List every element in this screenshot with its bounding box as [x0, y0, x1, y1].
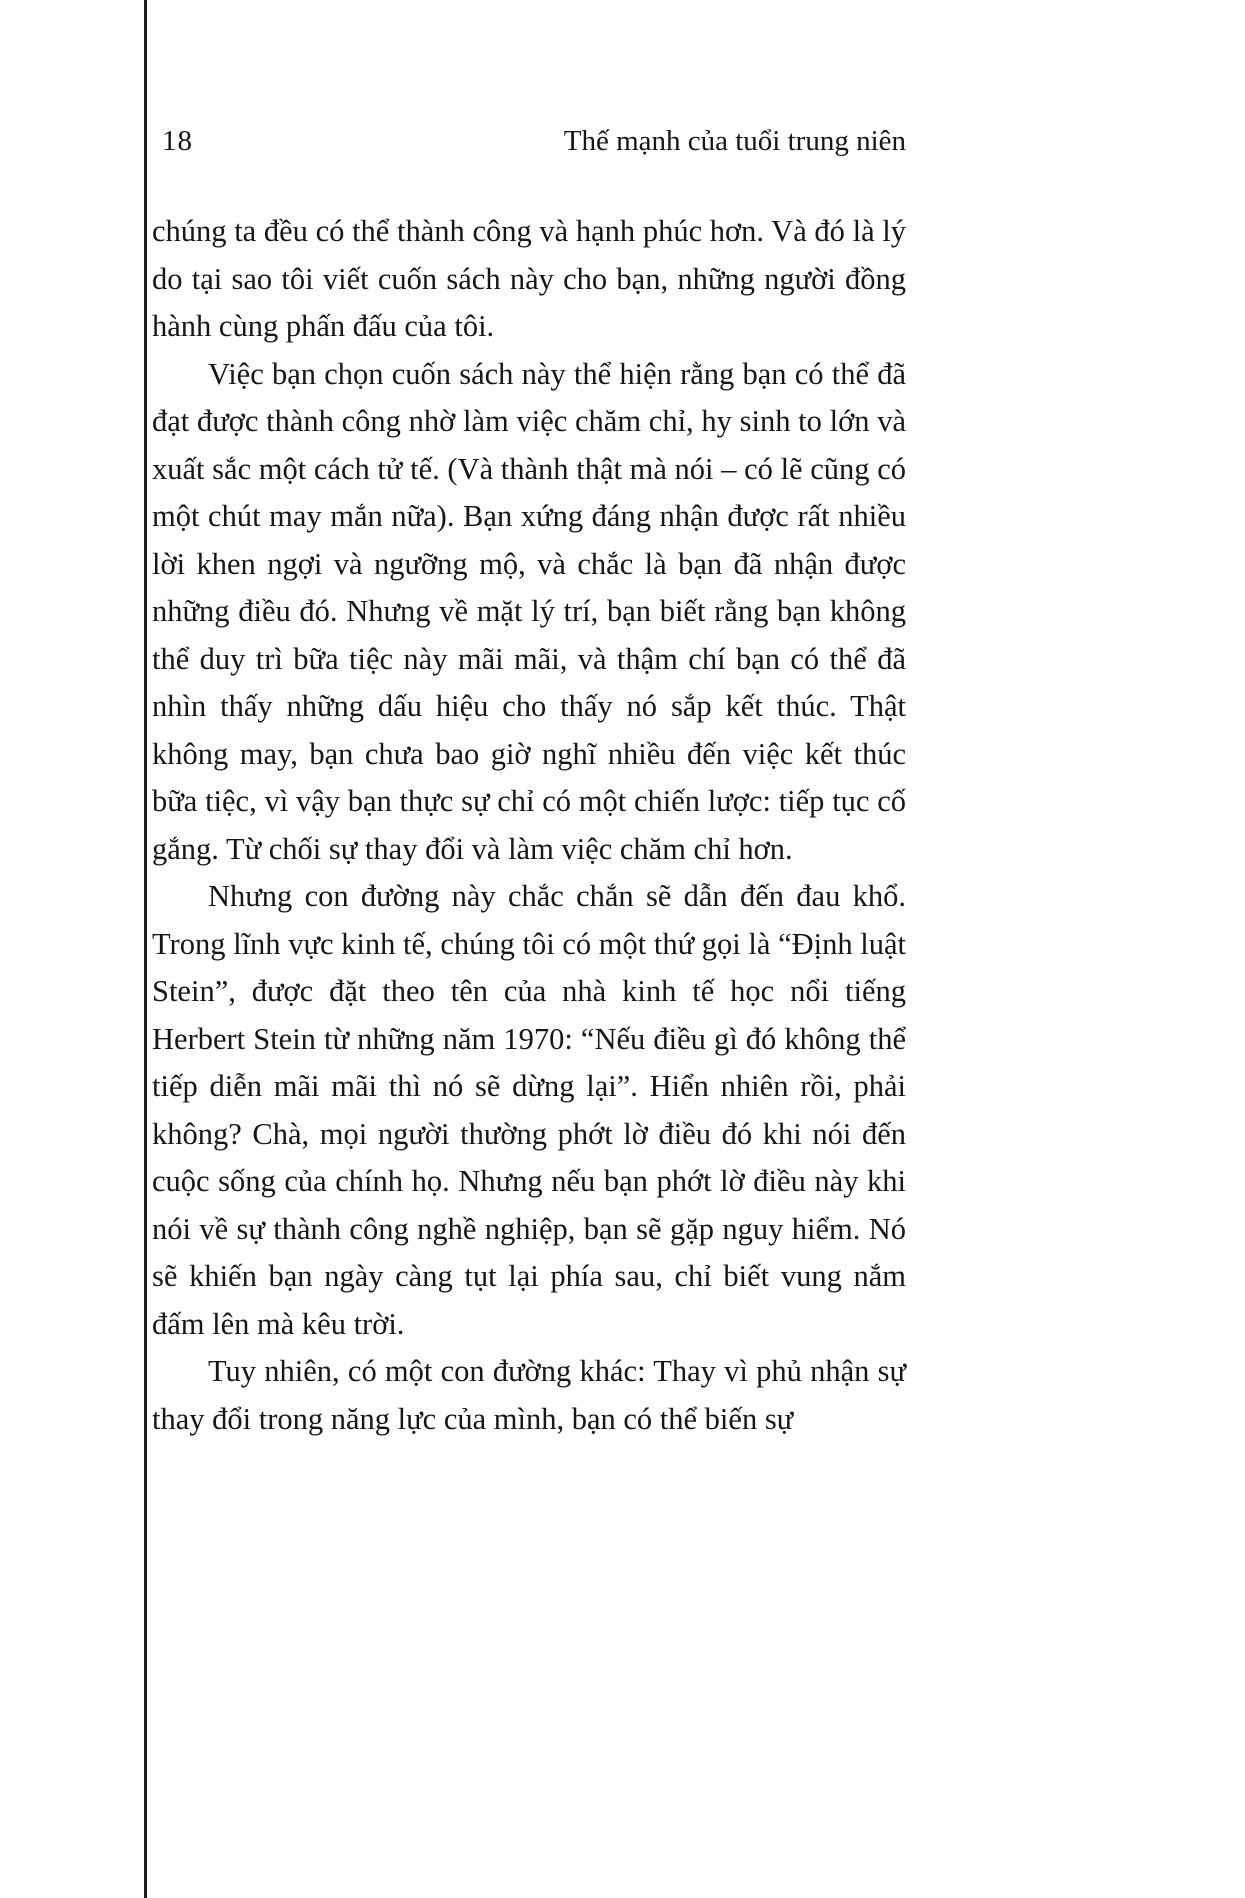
page-number: 18 — [162, 125, 193, 157]
body-paragraph: chúng ta đều có thể thành công và hạnh phúc hơn. Và đó là lý do tại sao tôi viết cuốn sách này cho bạn, những người đồng hành cùng phấn đấu của tôi. — [152, 214, 906, 343]
body-text — [152, 208, 906, 1443]
body-paragraph: Nhưng con đường này chắc chắn sẽ dẫn đến đau khổ. Trong lĩnh vực kinh tế, chúng tôi có một thứ gọi là “Định luật Stein”, được đặt theo tên của nhà kinh tế học nổi tiếng Herbert Stein từ những năm 1970: “Nếu điều gì đó không thể tiếp diễn mãi mãi thì nó sẽ dừng lại”. Hiển nhiên rồi, phải không? Chà, mọi người thường phớt lờ điều đó khi nói đến cuộc sống của chính họ. Nhưng nếu bạn phớt lờ điều này khi nói về sự thành công nghề nghiệp, bạn sẽ gặp nguy hiểm. Nó sẽ khiến bạn ngày càng tụt lại phía sau, chỉ biết vung nắm đấm lên mà kêu trời. — [152, 879, 906, 1341]
page-content — [152, 0, 906, 1443]
left-margin-rule — [144, 0, 147, 1898]
running-header-title: Thế mạnh của tuổi trung niên — [563, 125, 906, 157]
body-paragraph: Tuy nhiên, có một con đường khác: Thay vì phủ nhận sự thay đổi trong năng lực của mình, bạn có thể biến sự — [152, 1354, 906, 1436]
running-header — [152, 124, 906, 158]
body-paragraph: Việc bạn chọn cuốn sách này thể hiện rằng bạn có thể đã đạt được thành công nhờ làm việc chăm chỉ, hy sinh to lớn và xuất sắc một cách tử tế. (Và thành thật mà nói – có lẽ cũng có một chút may mắn nữa). Bạn xứng đáng nhận được rất nhiều lời khen ngợi và ngưỡng mộ, và chắc là bạn đã nhận được những điều đó. Nhưng về mặt lý trí, bạn biết rằng bạn không thể duy trì bữa tiệc này mãi mãi, và thậm chí bạn có thể đã nhìn thấy những dấu hiệu cho thấy nó sắp kết thúc. Thật không may, bạn chưa bao giờ nghĩ nhiều đến việc kết thúc bữa tiệc, vì vậy bạn thực sự chỉ có một chiến lược: tiếp tục cố gắng. Từ chối sự thay đổi và làm việc chăm chỉ hơn. — [152, 356, 906, 866]
